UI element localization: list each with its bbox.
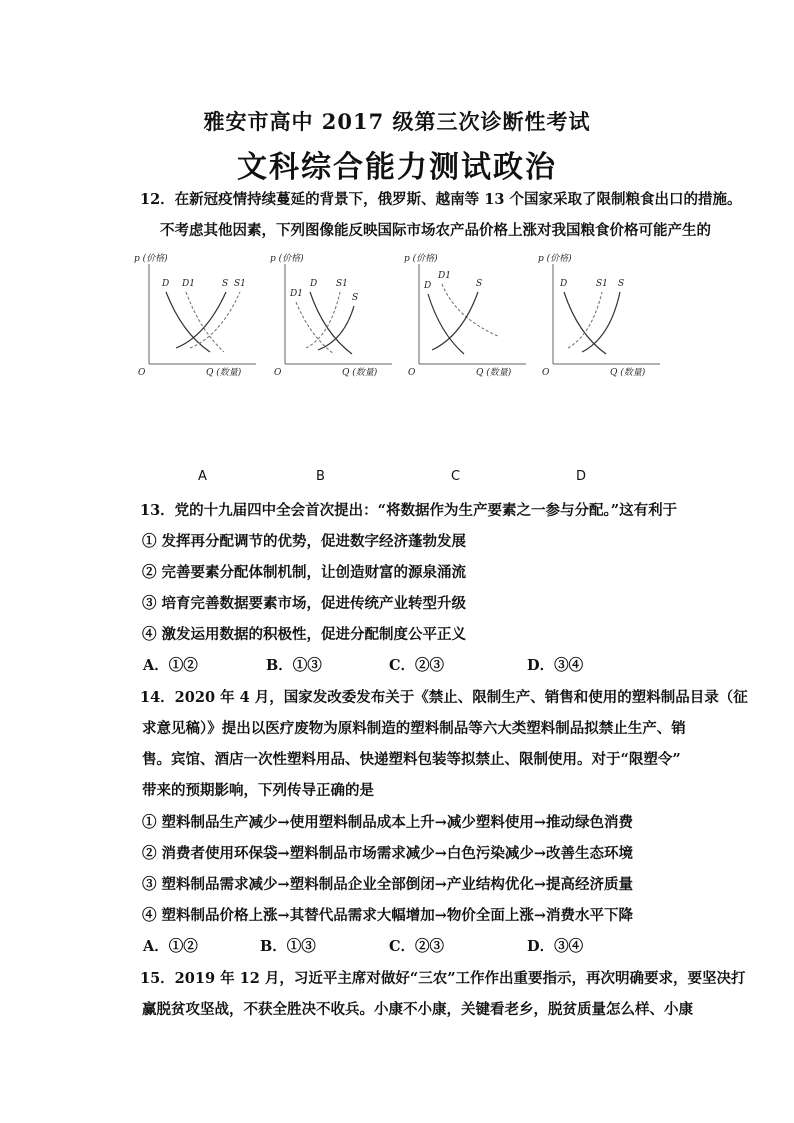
graph-b-label-s1: S1	[336, 279, 348, 289]
graph-d-axis-y-label: p (价格)	[538, 254, 572, 264]
graph-c-curve-d	[428, 294, 464, 354]
graph-a-curve-d	[166, 292, 210, 352]
graph-a-origin: O	[138, 368, 146, 378]
q15-line-2: 赢脱贫攻坚战，不获全胜决不收兵。小康不小康，关键看老乡，脱贫质量怎么样、小康	[142, 1001, 693, 1018]
graph-c-label-d1: D1	[438, 271, 451, 281]
exam-subtitle: 文科综合能力测试政治	[237, 150, 557, 185]
q15-line-1: 15．2019 年 12 月，习近平主席对做好“三农”工作作出重要指示，再次明确要求，要坚决打	[140, 970, 746, 987]
graph-a	[134, 248, 264, 378]
graph-c-label-s: S	[476, 279, 483, 289]
exam-title: 雅安市高中 2017 级第三次诊断性考试	[203, 109, 591, 134]
graph-b	[270, 248, 400, 378]
q14-line-4: 带来的预期影响，下列传导正确的是	[142, 782, 374, 799]
graph-a-axis-y-label: p (价格)	[134, 254, 168, 264]
q14-line-1: 14．2020 年 4 月，国家发改委发布关于《禁止、限制生产、销售和使用的塑料制品目录（征	[140, 689, 748, 706]
graph-letter-c: C	[451, 469, 461, 484]
q14-line-2: 求意见稿）》提出以医疗废物为原料制造的塑料制品等六大类塑料制品拟禁止生产、销	[142, 720, 686, 737]
graph-b-origin: O	[274, 368, 282, 378]
graph-a-curve-d1	[186, 292, 224, 352]
q13-option-b: B．①③	[266, 657, 322, 674]
graph-b-label-s: S	[352, 293, 359, 303]
graph-d-label-s1: S1	[596, 279, 608, 289]
q14-option-a: A．①②	[143, 938, 198, 955]
graph-c-axis-x-label: Q (数量)	[476, 368, 512, 378]
graph-a-label-s1: S1	[234, 279, 246, 289]
q12-line-1: 12．在新冠疫情持续蔓延的背景下，俄罗斯、越南等 13 个国家采取了限制粮食出口的措施。	[140, 191, 742, 208]
graph-c	[404, 248, 534, 378]
graph-a-label-d1: D1	[182, 279, 195, 289]
graph-a-axis-x-label: Q (数量)	[206, 368, 242, 378]
graph-b-axis-y-label: p (价格)	[270, 254, 304, 264]
q14-item-1: ① 塑料制品生产减少→使用塑料制品成本上升→减少塑料使用→推动绿色消费	[142, 814, 633, 831]
graph-c-origin: O	[408, 368, 416, 378]
q14-item-2: ② 消费者使用环保袋→塑料制品市场需求减少→白色污染减少→改善生态环境	[142, 845, 633, 862]
graph-a-label-s: S	[222, 279, 229, 289]
q13-option-c: C．②③	[389, 657, 445, 674]
graph-b-curve-s	[318, 306, 354, 350]
q13-option-a: A．①②	[143, 657, 198, 674]
graph-d-axis-x-label: Q (数量)	[610, 368, 646, 378]
graph-b-curve-d	[310, 292, 352, 354]
graph-letter-a: A	[198, 469, 207, 484]
q14-option-c: C．②③	[389, 938, 445, 955]
graph-b-label-d: D	[310, 279, 318, 289]
q13-item-2: ② 完善要素分配体制机制，让创造财富的源泉涌流	[142, 564, 467, 581]
q14-item-3: ③ 塑料制品需求减少→塑料制品企业全部倒闭→产业结构优化→提高经济质量	[142, 876, 633, 893]
graph-c-label-d: D	[424, 281, 432, 291]
graph-d-curve-s1	[568, 292, 602, 348]
graph-d-curve-s	[582, 292, 620, 352]
graph-a-curve-s	[176, 292, 226, 348]
q13-item-4: ④ 激发运用数据的积极性，促进分配制度公平正义	[142, 626, 467, 643]
graph-d-origin: O	[542, 368, 550, 378]
graph-a-curve-s1	[190, 292, 240, 348]
graph-b-label-d1: D1	[290, 289, 303, 299]
q12-line-2: 不考虑其他因素，下列图像能反映国际市场农产品价格上涨对我国粮食价格可能产生的	[160, 222, 711, 239]
graph-d-label-s: S	[618, 279, 625, 289]
graph-letter-d: D	[576, 469, 587, 484]
q14-line-3: 售。宾馆、酒店一次性塑料用品、快递塑料包装等拟禁止、限制使用。对于“限塑令”	[142, 751, 681, 768]
graph-b-curve-d1	[296, 302, 334, 354]
graph-b-axis-x-label: Q (数量)	[342, 368, 378, 378]
graph-c-axis-y-label: p (价格)	[404, 254, 438, 264]
graph-letter-b: B	[316, 469, 325, 484]
graph-a-label-d: D	[162, 279, 170, 289]
q14-option-b: B．①③	[260, 938, 316, 955]
q14-option-d: D．③④	[527, 938, 584, 955]
q13-stem: 13．党的十九届四中全会首次提出：“将数据作为生产要素之一参与分配。”这有利于	[140, 502, 678, 519]
q13-item-3: ③ 培育完善数据要素市场，促进传统产业转型升级	[142, 595, 467, 612]
q14-item-4: ④ 塑料制品价格上涨→其替代品需求大幅增加→物价全面上涨→消费水平下降	[142, 907, 633, 924]
graph-d-label-d: D	[560, 279, 568, 289]
graph-d	[538, 248, 668, 378]
q13-item-1: ① 发挥再分配调节的优势，促进数字经济蓬勃发展	[142, 533, 467, 550]
q13-option-d: D．③④	[527, 657, 584, 674]
